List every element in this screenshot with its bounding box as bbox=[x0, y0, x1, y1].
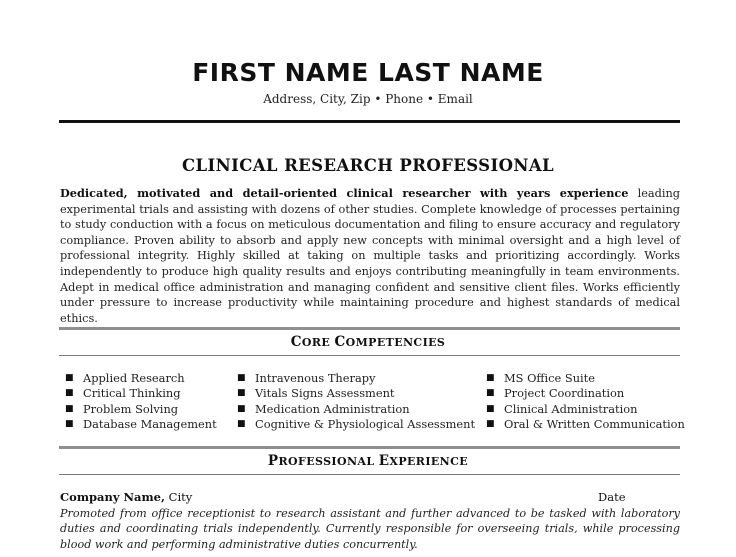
list-item: ■ Clinical Administration bbox=[486, 401, 638, 416]
bullet-icon: ■ bbox=[65, 403, 74, 414]
bullet-icon: ■ bbox=[486, 373, 495, 383]
list-item: ■ Medication Administration bbox=[237, 401, 410, 416]
bullet-icon: ■ bbox=[486, 419, 495, 430]
bullet-icon: ■ bbox=[65, 373, 74, 383]
bullet-icon: ■ bbox=[65, 388, 74, 399]
bullet-icon: ■ bbox=[486, 403, 495, 414]
summary-text: leading experimental trials and assisting with dozens of other studies. Complete knowledge of processes pertaining to study conduction with a focus on meticulous documentation and filing to ensure accuracy and regulatory compliance. Proven ability to absorb and apply new concepts with minimal oversight and a high level of professional integrity. Highly skilled at taking on multiple tasks and prioritizing accordingly. Works independently to produce high quality results and enjoys contributing meaningfully in team environments. Adept in medical office administration and managing confident and sensitive client files. Works efficiently under pressure to increase productivity while maintaining procedure and highest standards of medical ethics. bbox=[60, 187, 680, 325]
list-item: ■ Problem Solving bbox=[65, 401, 179, 416]
competencies-column-1 bbox=[65, 371, 217, 433]
experience-bottom-rule bbox=[59, 474, 680, 475]
list-item: ■ Database Management bbox=[65, 417, 217, 432]
list-item: ■ Oral & Written Communication bbox=[486, 417, 685, 432]
list-item: ■ Intravenous Therapy bbox=[237, 371, 376, 385]
contact-line: Address, City, Zip • Phone • Email bbox=[263, 92, 473, 106]
bullet-icon: ■ bbox=[237, 388, 246, 399]
candidate-name: FIRST NAME LAST NAME bbox=[192, 58, 544, 87]
bullet-icon: ■ bbox=[237, 419, 246, 430]
list-item: ■ Project Coordination bbox=[486, 386, 625, 401]
summary-lead: Dedicated, motivated and detail-oriented clinical researcher with years experience bbox=[60, 186, 629, 200]
competencies-column-3 bbox=[486, 371, 685, 433]
job-description: Promoted from office receptionist to research assistant and further advanced to be tasked with laboratory duties and coordinating trials independently. Currently responsible for overseeing trials, while processing blood work and performing administrative duties concurrently. bbox=[60, 507, 680, 551]
list-item: ■ MS Office Suite bbox=[486, 371, 596, 385]
competencies-bottom-rule bbox=[59, 355, 680, 356]
professional-headline: CLINICAL RESEARCH PROFESSIONAL bbox=[181, 156, 555, 175]
summary-paragraph bbox=[60, 186, 680, 326]
bullet-icon: ■ bbox=[486, 388, 495, 399]
company-line bbox=[60, 490, 192, 504]
employment-date: Date bbox=[598, 490, 626, 504]
experience-heading: PROFESSIONAL EXPERIENCE bbox=[267, 453, 469, 469]
bullet-icon: ■ bbox=[237, 403, 246, 414]
bullet-icon: ■ bbox=[65, 419, 74, 430]
competencies-column-2 bbox=[237, 371, 475, 433]
list-item: ■ Critical Thinking bbox=[65, 386, 181, 401]
header-divider bbox=[59, 120, 680, 123]
company-name: Company Name, bbox=[60, 490, 165, 504]
experience-top-rule bbox=[59, 446, 680, 449]
bullet-icon: ■ bbox=[237, 373, 246, 383]
competencies-heading: CORE COMPETENCIES bbox=[290, 334, 446, 350]
company-city: City bbox=[164, 490, 193, 504]
list-item: ■ Vitals Signs Assessment bbox=[237, 386, 395, 401]
list-item: ■ Applied Research bbox=[65, 371, 185, 385]
competencies-top-rule bbox=[59, 327, 680, 330]
list-item: ■ Cognitive & Physiological Assessment bbox=[237, 417, 476, 432]
